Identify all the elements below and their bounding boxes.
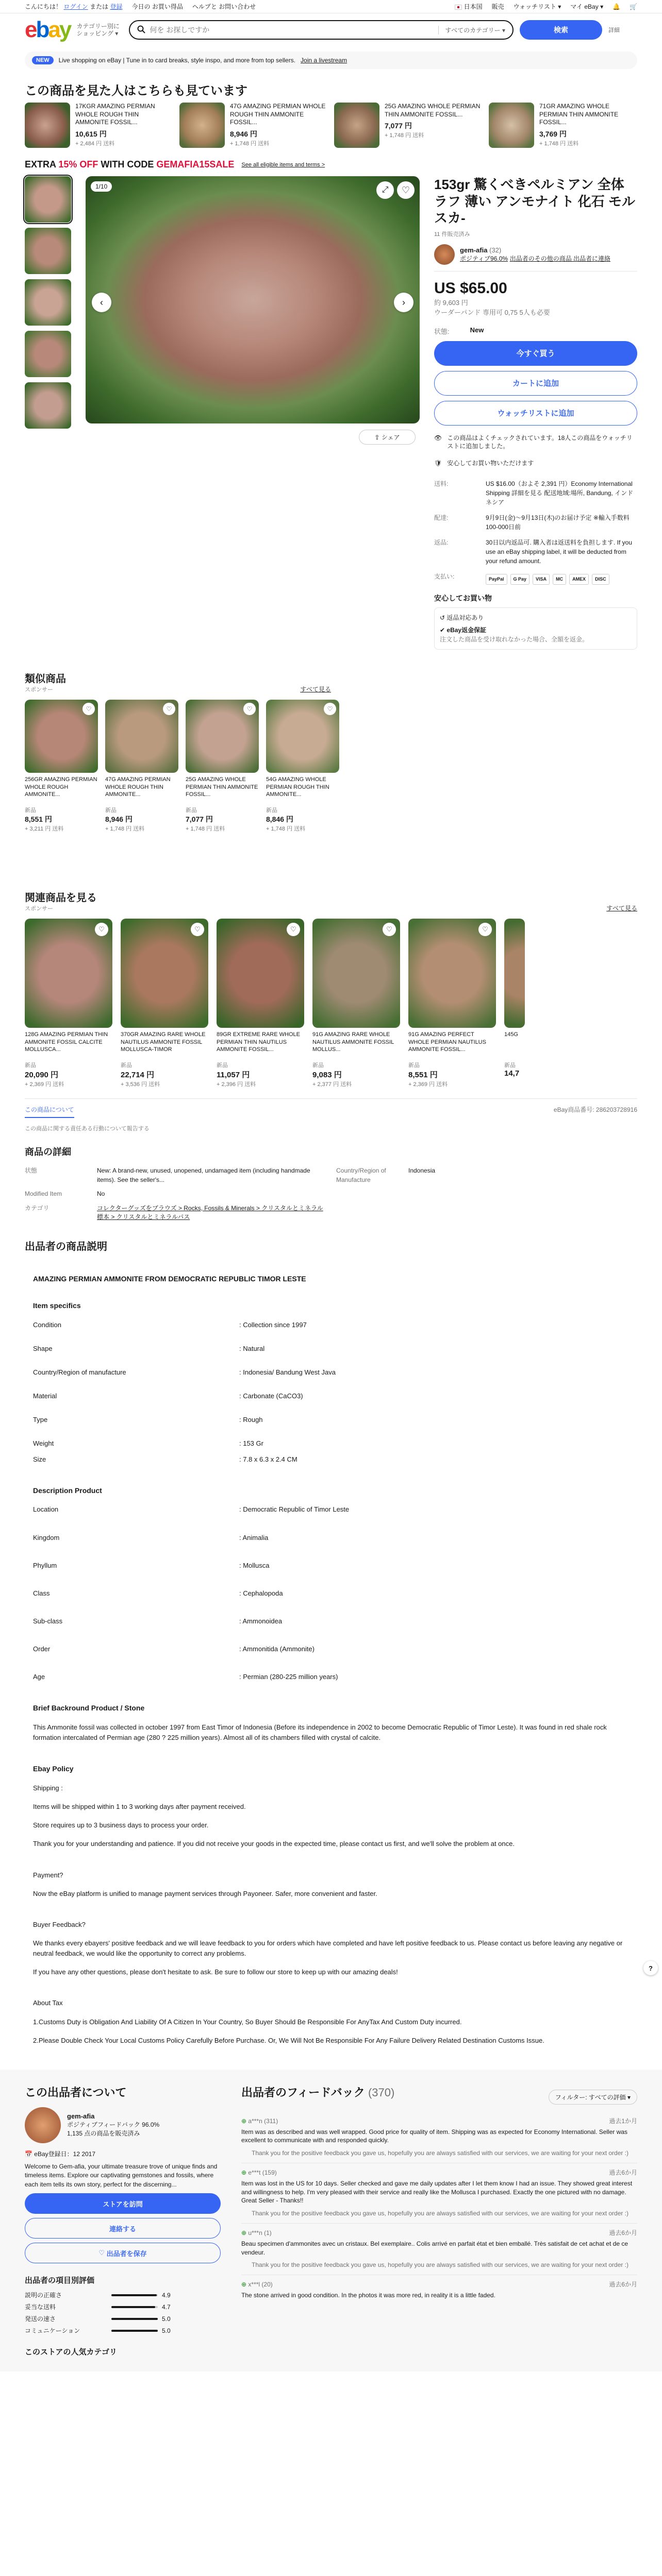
returns-accepted: ↺ 返品対応あり bbox=[440, 614, 484, 622]
item-number: eBay商品番号: 286203728916 bbox=[553, 1106, 637, 1114]
policy-text: Payment? bbox=[33, 1871, 63, 1879]
return-icon: ↺ bbox=[440, 614, 445, 622]
search-category-select[interactable]: すべてのカテゴリー ▾ bbox=[438, 26, 505, 35]
item-price: 8,946 円 bbox=[105, 815, 133, 824]
policy-text: Store requires up to 3 business days to process your order. bbox=[33, 1821, 209, 1829]
new-badge: NEW bbox=[32, 56, 54, 64]
livestream-promo-banner bbox=[25, 52, 637, 69]
item-condition: 新品 bbox=[25, 1062, 36, 1069]
gallery-thumbnail[interactable] bbox=[25, 279, 71, 326]
spec-value: New: A brand-new, unused, unopened, undamaged item (including handmade items). See the seller's... bbox=[97, 1167, 310, 1183]
popular-categories-title: このストアの人気カテゴリ bbox=[25, 2348, 117, 2357]
desc-row: Kingdom : Animalia bbox=[33, 1533, 269, 1541]
item-title: 91G AMAZING RARE WHOLE NAUTILUS AMMONITE FOSSIL MOLLUS... bbox=[312, 1031, 394, 1053]
item-shipping: + 2,396 円 送料 bbox=[217, 1081, 256, 1088]
item-price: US $65.00 bbox=[434, 279, 507, 297]
shield-icon: 🛡 bbox=[434, 460, 442, 467]
item-price: 8,551 円 bbox=[25, 815, 52, 824]
item-title: 91G AMAZING PERFECT WHOLE PERMIAN NAUTILUS AMMONITE FOSSIL... bbox=[408, 1031, 486, 1053]
product-thumbnail bbox=[105, 700, 178, 773]
promo-text: Live shopping on eBay | Tune in to card breaks, style inspo, and more from top sellers. bbox=[58, 57, 296, 64]
item-shipping: + 1,748 円 送料 bbox=[385, 132, 424, 139]
gallery-thumbnail[interactable] bbox=[25, 176, 71, 223]
item-title: 370GR AMAZING RARE WHOLE NAUTILUS AMMONITE FOSSIL MOLLUSCA-TIMOR bbox=[121, 1031, 206, 1053]
about-seller-title: この出品者について bbox=[25, 2086, 127, 2099]
product-title: 153gr 驚くべきペルミアン 全体 ラフ 薄い アンモナイト 化石 モルスカ- bbox=[434, 177, 636, 226]
item-condition: 新品 bbox=[105, 807, 117, 814]
product-thumbnail bbox=[25, 919, 112, 1028]
item-price: 7,077 円 bbox=[385, 122, 412, 130]
similar-header bbox=[0, 650, 356, 694]
related-item-card[interactable] bbox=[25, 919, 112, 1088]
shipping-terms: ウーダーパンド 専用可 0,75 5人も必要 bbox=[434, 308, 550, 316]
policy-text: 2.Please Double Check Your Local Customs Policy Carefully Before Purchase. Or, We Will Not Be Responsible For Any Failure Delivery Related Destination Customs Issue. bbox=[33, 2036, 544, 2044]
product-thumbnail bbox=[25, 103, 70, 148]
similar-item-card[interactable] bbox=[266, 700, 339, 833]
detailed-ratings-title: 出品者の項目別評価 bbox=[25, 2276, 95, 2285]
about-tabs bbox=[0, 1099, 662, 1124]
share-button[interactable]: ⇪ シェア bbox=[359, 430, 416, 445]
product-thumbnail bbox=[217, 919, 304, 1028]
item-price: 20,090 円 bbox=[25, 1071, 59, 1080]
seller-feedback-panel bbox=[241, 2084, 637, 2357]
see-eligible-items-link[interactable]: See all eligible items and terms > bbox=[241, 161, 325, 168]
positive-icon: ⊕ bbox=[241, 2281, 247, 2289]
spec-label: 状態 bbox=[25, 1167, 38, 1175]
related-item-card[interactable] bbox=[408, 919, 496, 1088]
seller-feedback-section bbox=[0, 2070, 662, 2371]
ship-to-selector[interactable]: 日本国 bbox=[455, 2, 482, 11]
gallery-thumbnail[interactable] bbox=[25, 382, 71, 429]
rating-bar-fill bbox=[111, 2294, 157, 2296]
policy-text: Shipping : bbox=[33, 1784, 63, 1792]
safe-shopping-box bbox=[434, 607, 637, 650]
rating-row: コミュニケーション 5.0 bbox=[25, 2327, 171, 2335]
item-shipping: + 1,748 円 送料 bbox=[105, 826, 145, 833]
desc-row: Class : Cephalopoda bbox=[33, 1589, 283, 1597]
thumbnail-strip bbox=[25, 176, 71, 650]
gallery-thumbnail[interactable] bbox=[25, 331, 71, 377]
desc-row: Type : Rough bbox=[33, 1416, 263, 1424]
heart-icon[interactable]: ♡ bbox=[287, 923, 300, 936]
positive-icon: ⊕ bbox=[241, 2229, 247, 2237]
feedback-item: ⊕ x***l (20) 過去6か月 The stone arrived in good condition. In the photos it was more red, in reality it is a little faded. bbox=[241, 2281, 637, 2299]
search-button[interactable]: 検索 bbox=[520, 20, 602, 40]
heart-icon[interactable]: ♡ bbox=[324, 703, 336, 715]
product-thumbnail bbox=[179, 103, 225, 148]
item-shipping: + 1,748 円 送料 bbox=[186, 826, 225, 833]
seller-avatar[interactable] bbox=[25, 2107, 61, 2143]
ebay-policy-heading: Ebay Policy bbox=[33, 1765, 74, 1773]
item-condition: 新品 bbox=[186, 807, 197, 814]
about-seller-panel bbox=[25, 2084, 221, 2357]
policy-text: Thank you for your understanding and patience. If you did not receive your goods in the expected time, please contact us first, and we'll solve the problem at once. bbox=[33, 1840, 515, 1848]
policy-text: Items will be shipped within 1 to 3 working days after payment received. bbox=[33, 1803, 246, 1811]
add-to-cart-button[interactable]: カートに追加 bbox=[434, 371, 637, 396]
product-thumbnail bbox=[121, 919, 208, 1028]
heart-icon[interactable]: ♡ bbox=[82, 703, 95, 715]
similar-items-row bbox=[0, 700, 662, 833]
item-description bbox=[0, 1257, 662, 2059]
item-price: 9,083 円 bbox=[312, 1071, 342, 1080]
seller-card bbox=[434, 244, 637, 272]
description-headline: AMAZING PERMIAN AMMONITE FROM DEMOCRATIC REPUBLIC TIMOR LESTE bbox=[33, 1275, 306, 1283]
item-title: 89GR EXTREME RARE WHOLE PERMIAN THIN NAUTILUS AMMONITE FOSSIL... bbox=[217, 1031, 300, 1053]
item-main-section bbox=[0, 176, 662, 650]
desc-row: Size : 7.8 x 6.3 x 2.4 CM bbox=[33, 1455, 297, 1463]
seller-positive[interactable]: ポジティブ96.0% bbox=[460, 255, 508, 262]
feedback-filter-select[interactable]: フィルター: すべての評価 ▾ bbox=[549, 2090, 637, 2105]
item-shipping: + 2,369 円 送料 bbox=[408, 1081, 448, 1088]
desc-row: Condition : Collection since 1997 bbox=[33, 1320, 307, 1329]
similar-item-card[interactable] bbox=[25, 700, 98, 833]
item-condition: 新品 bbox=[408, 1062, 420, 1069]
top-nav-bar bbox=[0, 0, 662, 13]
gpay-icon: G Pay bbox=[510, 574, 530, 585]
item-shipping: + 3,536 円 送料 bbox=[121, 1081, 160, 1088]
item-shipping: + 1,748 円 送料 bbox=[230, 140, 270, 147]
policy-text: If you have any other questions, please don't hesitate to ask. Be sure to follow our store to keep up with our amazing deals! bbox=[33, 1968, 398, 1976]
chevron-left-icon: ‹ bbox=[100, 297, 103, 308]
also-viewed-item[interactable] bbox=[179, 103, 326, 148]
sold-count: 11 件販売済み bbox=[434, 231, 470, 238]
seller-summary bbox=[25, 2107, 221, 2143]
discover-icon: DISC bbox=[592, 574, 609, 585]
shipping-row: 送料: US $16.00（およそ 2,391 円）Economy International Shipping 詳細を見る 配送地域:場所, Bandung, インドネシア bbox=[434, 480, 634, 506]
product-thumbnail bbox=[489, 103, 534, 148]
item-shipping: + 2,484 円 送料 bbox=[75, 140, 115, 147]
cart-icon[interactable]: 🛒 bbox=[630, 3, 637, 10]
image-counter: 1/10 bbox=[91, 181, 112, 192]
item-shipping: + 1,748 円 送料 bbox=[539, 140, 579, 147]
spec-label: Country/Region of Manufacture bbox=[336, 1167, 386, 1183]
also-viewed-title: この商品を見た人はこちらも見ています bbox=[25, 84, 247, 98]
desc-row: Shape : Natural bbox=[33, 1344, 265, 1352]
similar-item-card[interactable] bbox=[186, 700, 259, 833]
seller-links[interactable]: 出品者のその他の商品 出品者に連絡 bbox=[509, 255, 611, 262]
item-title: 256GR AMAZING PERMIAN WHOLE ROUGH AMMONITE... bbox=[25, 776, 97, 798]
product-thumbnail bbox=[408, 919, 496, 1028]
brief-background-heading: Brief Backround Product / Stone bbox=[33, 1704, 145, 1713]
main-product-image[interactable] bbox=[86, 176, 420, 423]
help-contact-link[interactable]: ヘルプと お問い合わせ bbox=[192, 3, 256, 10]
buy-now-button[interactable]: 今すぐ買う bbox=[434, 341, 637, 366]
save-seller-button[interactable]: ♡ 出品者を保存 bbox=[25, 2243, 221, 2263]
shipping-specs bbox=[434, 479, 637, 585]
brief-background-text: This Ammonite fossil was collected in october 1997 from East Timor of Indonesia (Before its independence in 2002 to become Democratic Republic of Timor Leste). It was found in red shale rock formation intercalated of Permian age (280 ? 225 million years). Almost all of its chambers filled with crystal of calcite. bbox=[33, 1723, 607, 1742]
payment-methods bbox=[486, 574, 609, 585]
item-title: 71GR AMAZING WHOLE PERMIAN THIN AMMONITE FOSSIL... bbox=[539, 103, 619, 126]
rating-bar-fill bbox=[111, 2306, 155, 2308]
item-condition: 新品 bbox=[121, 1062, 132, 1069]
mastercard-icon: MC bbox=[553, 574, 566, 585]
item-title: 25G AMAZING WHOLE PERMIAN THIN AMMONITE FOSSIL... bbox=[385, 103, 481, 118]
product-thumbnail bbox=[266, 700, 339, 773]
sponsored-label: スポンサー bbox=[25, 906, 53, 912]
heart-icon[interactable]: ♡ bbox=[191, 923, 204, 936]
seller-avatar[interactable] bbox=[434, 244, 455, 265]
item-title: 25G AMAZING WHOLE PERMIAN THIN AMMONITE FOSSIL... bbox=[186, 776, 258, 798]
rating-bar-fill bbox=[111, 2318, 158, 2320]
item-price: 3,769 円 bbox=[539, 129, 567, 138]
desc-row: Country/Region of manufacture : Indonesia/ Bandung West Java bbox=[33, 1368, 336, 1376]
desc-row: Weight : 153 Gr bbox=[33, 1439, 263, 1448]
seller-score: (32) bbox=[489, 246, 502, 254]
product-thumbnail bbox=[312, 919, 400, 1028]
item-price: 11,057 円 bbox=[217, 1071, 250, 1080]
report-item-link[interactable]: この商品に関する責任ある行動について報告する bbox=[25, 1126, 150, 1132]
item-title: 47G AMAZING PERMIAN WHOLE ROUGH THIN AMMONITE... bbox=[105, 776, 171, 798]
site-header bbox=[0, 13, 662, 46]
item-price: 8,551 円 bbox=[408, 1071, 438, 1080]
offer-text: EXTRA 15% OFF WITH CODE GEMAFIA15SALE bbox=[25, 159, 235, 170]
chevron-down-icon: ▾ bbox=[115, 30, 119, 37]
heart-icon[interactable]: ♡ bbox=[478, 923, 492, 936]
positive-icon: ⊕ bbox=[241, 2169, 247, 2177]
category-breadcrumb[interactable]: コレクターグッズをブラウズ > Rocks, Fossils & Minerals > クリスタルとミネラル標本 > クリスタルとミネラルパス bbox=[97, 1204, 323, 1221]
item-condition: 新品 bbox=[25, 807, 36, 814]
signin-link[interactable]: ログイン bbox=[63, 3, 88, 10]
also-viewed-item[interactable] bbox=[489, 103, 635, 148]
advanced-search-link[interactable]: 詳細 bbox=[608, 27, 620, 33]
similar-see-all-link[interactable]: すべて見る bbox=[300, 686, 331, 693]
item-shipping: + 2,369 円 送料 bbox=[25, 1081, 64, 1088]
desc-row: Phyllum : Mollusca bbox=[33, 1561, 270, 1569]
related-see-all-link[interactable]: すべて見る bbox=[606, 905, 637, 912]
item-price: 7,077 円 bbox=[186, 815, 213, 824]
item-condition: 新品 bbox=[312, 1062, 324, 1069]
positive-icon: ⊕ bbox=[241, 2117, 247, 2125]
rating-row: 妥当な送料 4.7 bbox=[25, 2303, 171, 2311]
bell-icon[interactable]: 🔔 bbox=[613, 3, 621, 10]
heart-icon[interactable]: ♡ bbox=[383, 923, 396, 936]
coupon-offer-banner bbox=[0, 148, 662, 172]
chevron-right-icon: › bbox=[402, 297, 405, 308]
register-link[interactable]: 登録 bbox=[110, 3, 123, 10]
seller-since: 📅 eBay登録日：12 2017 bbox=[25, 2150, 96, 2158]
heart-icon[interactable]: ♡ bbox=[243, 703, 256, 715]
spec-label: カテゴリ bbox=[25, 1204, 49, 1212]
feedback-item: ⊕ a***n (311) 過去1か月 Item was as described and was well wrapped. Good price for quality of item. Shipping was as expected for Economy International. Seller was excellent to communicate with and responded quickly. Thank you for the positive feedback you gave us, hopefully you are always satisfied with our services, we are waiting for your next order :) bbox=[241, 2112, 637, 2163]
heart-icon[interactable]: ♡ bbox=[163, 703, 175, 715]
delivery-row: 配達: 9月9日(金)〜9月13日(木)のお届け予定 ※輸入手数料 100-000日前 bbox=[434, 514, 630, 531]
ebay-logo[interactable]: ebay bbox=[25, 17, 71, 42]
description-product-heading: Description Product bbox=[33, 1486, 102, 1495]
greeting: こんにちは！ ログイン または 登録 bbox=[25, 3, 123, 10]
also-viewed-item[interactable] bbox=[25, 103, 171, 148]
item-shipping: + 3,211 円 送料 bbox=[25, 826, 64, 833]
feedback-item: ⊕ e***t (159) 過去6か月 Item was lost in the US for 10 days. Seller checked and gave me daily updates after I let them know I had an issue. They showed great interest and willingness to help. I'm very pleased with their service and really like the Mollusca I purchased. Exactly the one pictured with no damage. Great Seller - Thanks!! Thank you for the positive feedback you gave us, hopefully you are always satisfied with our services, we are waiting for your next order :) bbox=[241, 2163, 637, 2224]
visit-store-button[interactable]: ストアを訪問 bbox=[25, 2193, 221, 2214]
rating-row: 説明の正確さ 4.9 bbox=[25, 2291, 171, 2299]
amex-icon: AMEX bbox=[569, 574, 589, 585]
related-item-card[interactable] bbox=[312, 919, 400, 1088]
item-title: 54G AMAZING WHOLE PERMIAN ROUGH THIN AMMONITE... bbox=[266, 776, 329, 798]
add-to-watchlist-button[interactable]: ウォッチリストに追加 bbox=[434, 401, 637, 426]
heart-icon: ♡ bbox=[98, 2249, 105, 2257]
search-icon bbox=[137, 25, 145, 35]
item-title: 47G AMAZING PERMIAN WHOLE ROUGH THIN AMMONITE FOSSIL... bbox=[230, 103, 326, 126]
zoom-icon[interactable]: ⤢ bbox=[376, 181, 394, 199]
watchlist-link[interactable]: ウォッチリスト ▾ bbox=[513, 3, 561, 10]
condition-row bbox=[434, 326, 637, 336]
payments-row: 支払い: PayPal G Pay VISA MC AMEX DISC bbox=[434, 572, 637, 585]
spec-value: No bbox=[97, 1190, 105, 1198]
search-bar bbox=[129, 20, 514, 40]
price-jpy: 約 9,603 円 bbox=[434, 298, 468, 307]
help-button[interactable]: ? bbox=[643, 1961, 658, 1975]
related-title: 関連商品を見る bbox=[25, 892, 97, 904]
similar-item-card[interactable] bbox=[105, 700, 178, 833]
previous-image-button[interactable] bbox=[92, 293, 111, 312]
item-condition: 新品 bbox=[504, 1062, 516, 1069]
item-title: 145G bbox=[504, 1031, 518, 1038]
flag-icon bbox=[455, 5, 462, 10]
chevron-down-icon: ▾ bbox=[558, 3, 561, 10]
product-thumbnail bbox=[25, 700, 98, 773]
watch-note: 👁 この商品はよくチェックされています。18人この商品をウォッチリストに追加しました。 bbox=[434, 434, 633, 450]
feedback-title: 出品者のフィードバック (370) bbox=[241, 2086, 395, 2099]
also-viewed-row bbox=[0, 103, 662, 148]
seller-name[interactable]: gem-afia bbox=[460, 246, 488, 254]
item-price: 22,714 円 bbox=[121, 1071, 155, 1080]
paypal-icon: PayPal bbox=[486, 574, 507, 585]
seller-positive: ポジティブフィードバック 96.0% bbox=[67, 2121, 160, 2129]
heart-icon[interactable]: ♡ bbox=[397, 181, 415, 199]
contact-seller-button[interactable]: 連絡する bbox=[25, 2218, 221, 2239]
seller-name[interactable]: gem-afia bbox=[67, 2112, 95, 2121]
rating-bar-fill bbox=[111, 2330, 158, 2332]
shop-by-category-button[interactable]: カテゴリー別に ショッピング ▾ bbox=[76, 22, 120, 37]
spec-label: Modified Item bbox=[25, 1190, 62, 1198]
feedback-item: ⊕ u***n (1) 過去6か月 Beau specimen d'ammonites avec un cristaux. Bel exemplaire.. Colis arrivé en parfait état et bien emballé. Très satisfait de cet achat et de ce vendeur. Thank you for the positive feedback you gave us, hopefully you are always satisfied with our services, we are waiting for your next order :) bbox=[241, 2224, 637, 2275]
condition-value: New bbox=[470, 326, 484, 334]
product-thumbnail bbox=[186, 700, 259, 773]
seller-description-title: 出品者の商品説明 bbox=[25, 1241, 107, 1253]
search-input[interactable] bbox=[150, 26, 434, 34]
policy-text: Now the eBay platform is unified to manage payment services through Payoneer. Safer, more convenient and faster. bbox=[33, 1889, 377, 1897]
also-viewed-item[interactable] bbox=[334, 103, 481, 148]
related-item-card[interactable] bbox=[504, 919, 525, 1088]
item-info-panel bbox=[434, 176, 637, 650]
policy-text: Buyer Feedback? bbox=[33, 1920, 86, 1928]
my-ebay-link[interactable]: マイ eBay ▾ bbox=[570, 3, 604, 10]
desc-row: Age : Permian (280-225 million years) bbox=[33, 1673, 338, 1681]
policy-text: About Tax bbox=[33, 1999, 63, 2007]
item-condition: 新品 bbox=[266, 807, 277, 814]
heart-icon[interactable]: ♡ bbox=[95, 923, 108, 936]
item-specifics-heading: Item specifics bbox=[33, 1301, 81, 1310]
eye-icon: 👁 bbox=[434, 434, 442, 442]
product-thumbnail bbox=[334, 103, 379, 148]
safe-shopping-title: 安心してお買い物 bbox=[434, 594, 492, 603]
ebay-guarantee-icon: ✔ bbox=[440, 626, 445, 634]
daily-deals-link[interactable]: 今日の お買い得品 bbox=[131, 3, 183, 10]
tab-about-item[interactable]: この商品について bbox=[25, 1105, 74, 1118]
product-thumbnail bbox=[504, 919, 525, 1028]
returns-row: 返品: 30日以内返品可. 購入者は返送料を負担します. If you use an eBay shipping label, it will be deducted from your refund amount. bbox=[434, 538, 633, 565]
item-shipping: + 2,377 円 送料 bbox=[312, 1081, 352, 1088]
calendar-icon: 📅 bbox=[25, 2150, 32, 2158]
related-items-row bbox=[0, 919, 662, 1088]
desc-row: Order : Ammonitida (Ammonite) bbox=[33, 1645, 315, 1653]
item-price: 8,846 円 bbox=[266, 815, 293, 824]
item-price: 14,7 bbox=[504, 1069, 520, 1078]
condition-label: 状態: bbox=[434, 327, 450, 335]
shop-confidence-note: 🛡 安心してお買い物いただけます bbox=[434, 460, 534, 467]
rating-row: 発送の速さ 5.0 bbox=[25, 2315, 171, 2323]
related-item-card[interactable] bbox=[217, 919, 304, 1088]
gallery-thumbnail[interactable] bbox=[25, 228, 71, 274]
item-specifics-grid bbox=[0, 1162, 662, 1226]
sell-link[interactable]: 販売 bbox=[491, 3, 504, 10]
item-specifics-title: 商品の詳細 bbox=[25, 1147, 71, 1158]
item-condition: 新品 bbox=[217, 1062, 228, 1069]
sponsored-label: スポンサー bbox=[25, 687, 53, 693]
desc-row: Material : Carbonate (CaCO3) bbox=[33, 1392, 303, 1400]
seller-sold: 1,135 点の商品を販売済み bbox=[67, 2130, 140, 2138]
similar-title: 類似商品 bbox=[25, 673, 66, 685]
item-title: 128G AMAZING PERMIAN THIN AMMONITE FOSSIL CALCITE MOLLUSCA... bbox=[25, 1031, 108, 1053]
item-title: 17KGR AMAZING PERMIAN WHOLE ROUGH THIN AMMONITE FOSSIL... bbox=[75, 103, 155, 126]
related-item-card[interactable] bbox=[121, 919, 208, 1088]
item-price: 10,615 円 bbox=[75, 129, 107, 138]
money-back-guarantee: ✔ eBay返金保証 注文した商品を受け取れなかった場合、全額を返金。 bbox=[440, 626, 589, 643]
spec-value: Indonesia bbox=[408, 1167, 436, 1175]
desc-row: Sub-class : Ammonoidea bbox=[33, 1617, 283, 1625]
next-image-button[interactable] bbox=[394, 293, 413, 312]
chevron-down-icon: ▾ bbox=[600, 3, 604, 10]
share-icon: ⇪ bbox=[374, 434, 380, 441]
item-price: 8,946 円 bbox=[230, 129, 257, 138]
item-shipping: + 1,748 円 送料 bbox=[266, 826, 306, 833]
desc-row: Location : Democratic Republic of Timor Leste bbox=[33, 1505, 350, 1514]
policy-text: 1.Customs Duty is Obligation And Liability Of A Citizen In Your Country, So Buyer Should Be Responsible For AnyTax And Custom Duty incurred. bbox=[33, 2018, 462, 2026]
visa-icon: VISA bbox=[533, 574, 550, 585]
related-header bbox=[0, 833, 662, 913]
policy-text: We thanks every ebayers' positive feedback and we will leave feedback to you for orders which have completed and have left positive feedback to us. Please contact us before leaving any negative or neutral feedback, we would like the opportunity to correct any problems. bbox=[33, 1939, 623, 1958]
join-livestream-link[interactable]: Join a livestream bbox=[301, 57, 347, 64]
seller-blurb: Welcome to Gem-afia, your ultimate treasure trove of unique finds and timeless items. Explore our captivating gemstones and fossils, where each item tells its own story, perfect for the discerning... bbox=[25, 2162, 218, 2188]
